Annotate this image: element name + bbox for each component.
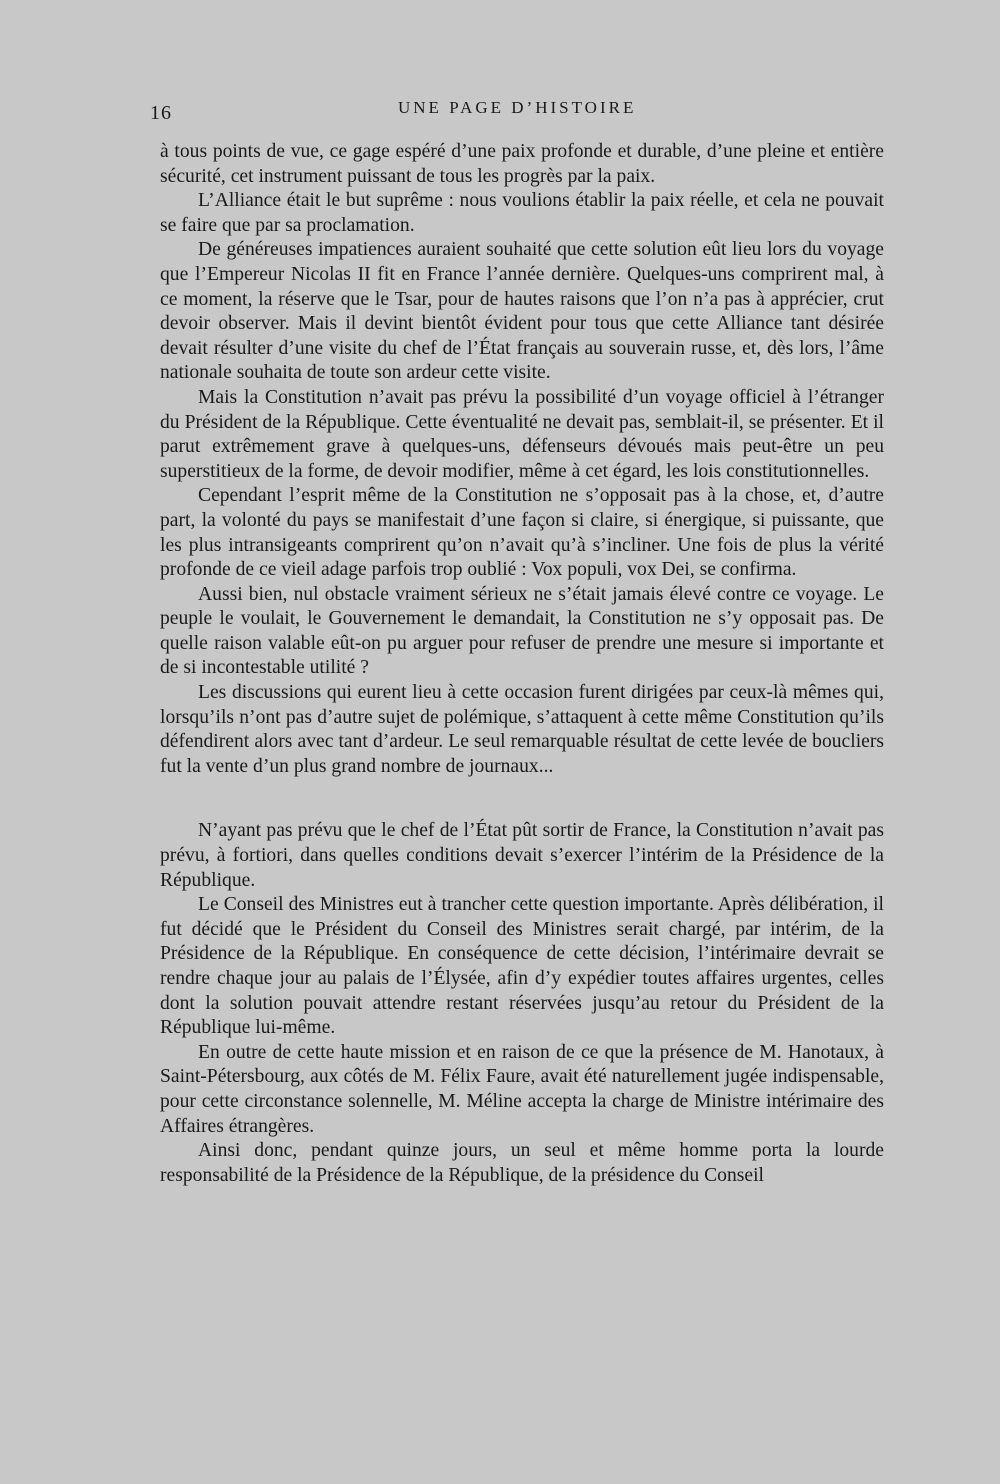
- paragraph: Ainsi donc, pendant quinze jours, un seul et même homme porta la lourde responsabilité de la Présidence de la République, de la présidence du Conseil: [160, 1140, 884, 1186]
- paragraph: Aussi bien, nul obstacle vraiment sérieux ne s’était jamais élevé contre ce voyage. Le peuple le voulait, le Gouvernement le demandait, la Constitution ne s’y opposait pas. De quelle raison valable eût-on pu arguer pour refuser de prendre une mesure si importante et de si incontestable utilité ?: [160, 583, 884, 679]
- paragraph: L’Alliance était le but suprême : nous voulions établir la paix réelle, et cela ne pouvait se faire que par sa proclamation.: [160, 190, 884, 236]
- paragraph: De généreuses impatiences auraient souhaité que cette solution eût lieu lors du voyage que l’Empereur Nicolas II fit en France l’année dernière. Quelques-uns comprirent mal, à ce moment, la réserve que le Tsar, pour de hautes raisons que l’on n’a pas à apprécier, crut devoir observer. Mais il devint bientôt évident pour tous que cette Alliance tant désirée devait résulter d’une visite du chef de l’État français au souverain russe, et, dès lors, l’âme nationale souhaita de toute son ardeur cette visite.: [160, 239, 884, 384]
- paragraph: Les discussions qui eurent lieu à cette occasion furent dirigées par ceux-là mêmes qui, lorsqu’ils n’ont pas d’autre sujet de polémique, s’attaquent à cette même Constitution qu’ils défendirent alors avec tant d’ardeur. Le seul remarquable résultat de cette levée de boucliers fut la vente d’un plus grand nombre de journaux...: [160, 682, 884, 777]
- section-break: [160, 779, 884, 819]
- paragraph: Mais la Constitution n’avait pas prévu la possibilité d’un voyage officiel à l’étranger du Président de la République. Cette éventualité ne devait pas, semblait-il, se présenter. Et il parut extrêmement grave à quelques-uns, défenseurs dévoués mais peut-être un peu superstitieux de la forme, de devoir modifier, même à cet égard, les lois constitutionnelles.: [160, 386, 884, 482]
- running-title: UNE PAGE D’HISTOIRE: [398, 98, 637, 117]
- paragraph: à tous points de vue, ce gage espéré d’une paix profonde et durable, d’une pleine et entière sécurité, cet instrument puissant de tous les progrès par la paix.: [160, 141, 884, 187]
- paragraph: En outre de cette haute mission et en raison de ce que la présence de M. Hanotaux, à Saint-Pétersbourg, aux côtés de M. Félix Faure, avait été naturellement jugée indispensable, pour cette circonstance solennelle, M. Méline accepta la charge de Ministre intérimaire des Affaires étrangères.: [160, 1041, 884, 1137]
- paragraph: N’ayant pas prévu que le chef de l’État pût sortir de France, la Constitution n’avait pas prévu, à fortiori, dans quelles conditions devait s’exercer l’intérim de la Présidence de la République.: [160, 820, 884, 891]
- paragraph: Cependant l’esprit même de la Constitution ne s’opposait pas à la chose, et, d’autre part, la volonté du pays se manifestait d’une façon si claire, si énergique, si puissante, que les plus intransigeants comprirent qu’on n’avait qu’à s’incliner. Une fois de plus la vérité profonde de ce vieil adage parfois trop oublié : Vox populi, vox Dei, se confirma.: [160, 485, 884, 581]
- page-header: [0, 96, 1000, 126]
- page-body: [160, 140, 884, 1188]
- page-number: 16: [150, 102, 172, 124]
- paragraph: Le Conseil des Ministres eut à trancher cette question importante. Après délibération, il fut décidé que le Président du Conseil des Ministres serait chargé, par intérim, de la Présidence de la République. En conséquence de cette décision, l’intérimaire devrait se rendre chaque jour au palais de l’Élysée, afin d’y expédier toutes affaires urgentes, celles dont la solution pouvait attendre restant réservées jusqu’au retour du Président de la République lui-même.: [160, 894, 884, 1039]
